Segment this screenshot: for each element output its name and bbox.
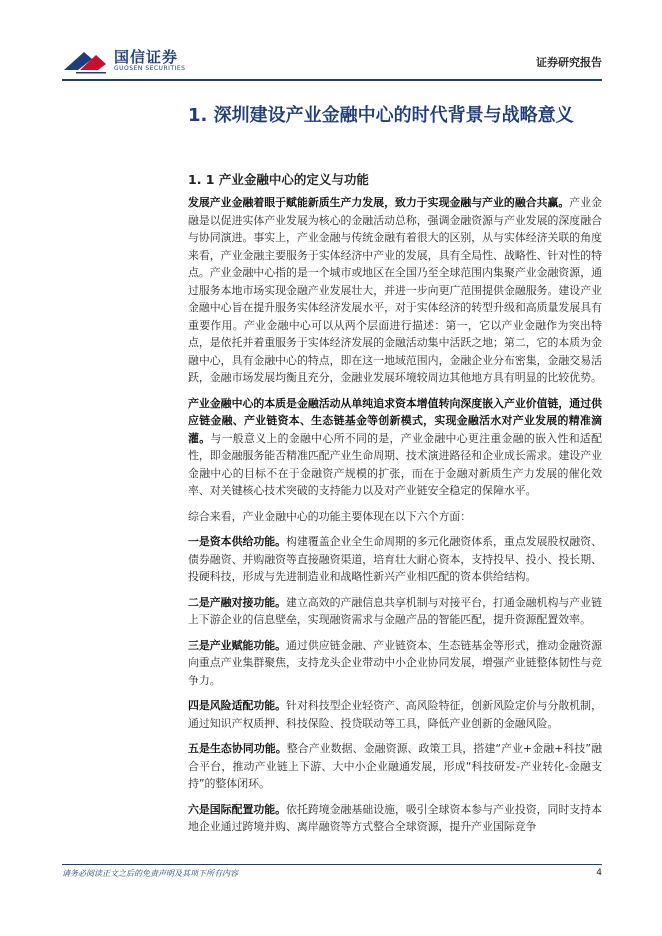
function-international-allocation	[188, 801, 602, 836]
logo-chinese-name: 国信证券	[114, 48, 179, 66]
function-1-text: 构建覆盖企业全生命周期的多元化融资体系，重点发展股权融资、债券融资、并购融资等直接融资渠道，培育壮大耐心资本，支持投早、投小、投长期、投硬科技，形成与先进制造业和战略性新兴产业相匹配的资本供给结构。	[188, 535, 602, 583]
function-6-lead: 六是国际配置功能。	[188, 802, 287, 816]
section-title: 1. 深圳建设产业金融中心的时代背景与战略意义	[188, 105, 574, 126]
function-5-text: 整合产业数据、金融资源、政策工具，搭建“产业+金融+科技”融合平台，推动产业链上下游、大中小企业融通发展，形成“科技研发-产业转化-金融支持”的整体闭环。	[188, 742, 602, 790]
footer-divider	[62, 864, 602, 865]
body-text	[188, 194, 602, 836]
function-6-text: 依托跨境金融基础设施，吸引全球资本参与产业投资，同时支持本地企业通过跨境并购、离岸融资等方式整合全球资源，提升产业国际竞争	[188, 802, 602, 833]
function-2-text: 建立高效的产融信息共享机制与对接平台，打通金融机构与产业链上下游企业的信息壁垒，实现融资需求与金融产品的智能匹配，提升资源配置效率。	[188, 595, 602, 626]
subsection-title: 1. 1 产业金融中心的定义与功能	[188, 172, 369, 187]
function-capital-supply	[188, 533, 602, 586]
paragraph-2	[188, 395, 602, 500]
report-type-label: 证券研究报告	[536, 56, 602, 69]
paragraph-1-text: 产业金融是以促进实体产业发展为核心的金融活动总称，强调金融资源与产业发展的深度融合与协同演进。事实上，产业金融与传统金融有着很大的区别，从与实体经济关联的角度来看，产业金融主要服务于实体经济中产业的发展，具有全局性、战略性、针对性的特点。产业金融中心指的是一个城市或地区在全国乃至全球范围内集聚产业金融资源，通过服务本地市场实现金融产业发展壮大，并进一步向更广范围提供金融服务。建设产业金融中心旨在提升服务实体经济发展水平，对于实体经济的转型升级和高质量发展具有重要作用。产业金融中心可以从两个层面进行描述：第一，它以产业金融作为突出特点，是依托并着重服务于实体经济发展的金融活动集中活跃之地；第二，它的本质为金融中心，具有金融中心的特点，即在这一地域范围内，金融企业分布密集，金融交易活跃，金融市场发展均衡且充分，金融业发展环境较周边其他地方具有明显的比较优势。	[188, 196, 602, 384]
paragraph-2-lead: 产业金融中心的本质是金融活动从单纯追求资本增值转向深度嵌入产业价值链，通过供应链金融、产业链资本、生态链基金等创新模式，实现金融活水对产业发展的精准滴灌。	[188, 396, 602, 445]
function-risk-adaptation	[188, 697, 602, 732]
function-industry-finance-matching	[188, 594, 602, 629]
function-5-lead: 五是生态协同功能。	[188, 742, 287, 755]
guosen-logo	[62, 42, 192, 78]
paragraph-1	[188, 194, 602, 387]
function-1-lead: 一是资本供给功能。	[188, 535, 287, 548]
paragraph-1-lead: 发展产业金融着眼于赋能新质生产力发展，致力于实现金融与产业的融合共赢。	[188, 196, 570, 209]
paragraph-3-text: 综合来看，产业金融中心的功能主要体现在以下六个方面：	[188, 509, 472, 523]
function-4-text: 针对科技型企业轻资产、高风险特征，创新风险定价与分散机制，通过知识产权质押、科技保险、投贷联动等工具，降低产业创新的金融风险。	[188, 699, 602, 730]
guosen-logo-icon	[62, 46, 108, 74]
function-ecosystem-synergy	[188, 740, 602, 793]
function-industry-empowerment	[188, 637, 602, 690]
paragraph-2-text: 与一般意义上的金融中心所不同的是，产业金融中心更注重金融的嵌入性和适配性，即金融服务能否精准匹配产业生命周期、技术演进路径和企业成长需求。建设产业金融中心的目标不在于金融资产规模的扩张，而在于金融对新质生产力发展的催化效率、对关键核心技术突破的支持能力以及对产业链安全稳定的保障水平。	[188, 431, 602, 497]
footer-disclaimer: 请务必阅读正文之后的免责声明及其项下所有内容	[62, 869, 238, 878]
paragraph-3	[188, 508, 602, 526]
page-header	[62, 42, 602, 78]
function-3-text: 通过供应链金融、产业链资本、生态链基金等形式，推动金融资源向重点产业集群聚焦，支持龙头企业带动中小企业协同发展，增强产业链整体韧性与竞争力。	[188, 638, 602, 687]
page-number: 4	[596, 868, 602, 878]
function-3-lead: 三是产业赋能功能。	[188, 638, 287, 652]
header-divider	[62, 79, 602, 81]
function-4-lead: 四是风险适配功能。	[188, 699, 287, 712]
function-2-lead: 二是产融对接功能。	[188, 595, 287, 609]
logo-english-name: GUOSEN SECURITIES	[114, 65, 186, 72]
